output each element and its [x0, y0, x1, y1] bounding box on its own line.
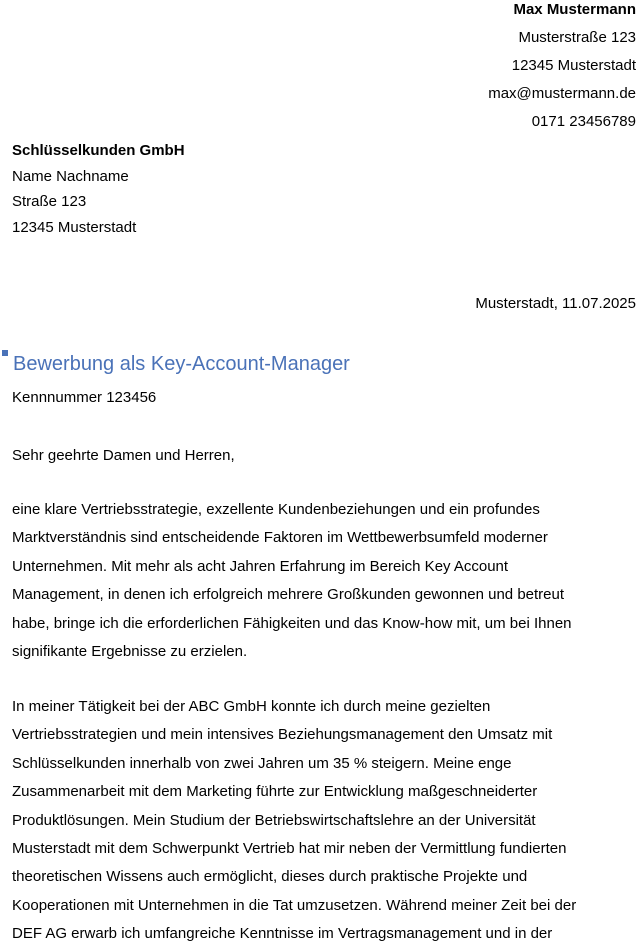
paragraph-line: Produktlösungen. Mein Studium der Betriebswirtschaftslehre an der Universität	[12, 811, 536, 829]
sender-name: Max Mustermann	[513, 1, 636, 18]
sender-address-block	[488, 0, 636, 140]
body-paragraph-1	[12, 496, 636, 666]
sender-street: Musterstraße 123	[518, 29, 636, 46]
heading-marker	[2, 350, 8, 356]
sender-email: max@mustermann.de	[488, 85, 636, 102]
recipient-city: 12345 Musterstadt	[12, 218, 137, 236]
paragraph-line: Unternehmen. Mit mehr als acht Jahren Erfahrung im Bereich Key Account	[12, 557, 509, 575]
letter-date: Musterstadt, 11.07.2025	[475, 295, 636, 312]
paragraph-line: habe, bringe ich die erforderlichen Fähigkeiten und das Know-how mit, um bei Ihnen	[12, 614, 572, 632]
paragraph-line: Zusammenarbeit mit dem Marketing führte zur Entwicklung maßgeschneiderter	[12, 783, 538, 801]
paragraph-line: Vertriebsstrategien und mein intensives Beziehungsmanagement den Umsatz mit	[12, 726, 553, 744]
body-paragraph-2	[12, 693, 636, 949]
paragraph-line: Musterstadt mit dem Schwerpunkt Vertrieb hat mir neben der Vermittlung fundierten	[12, 840, 567, 858]
recipient-address-block	[12, 141, 185, 243]
paragraph-line: Kooperationen mit Unternehmen in die Tat umzusetzen. Während meiner Zeit bei der	[12, 896, 577, 914]
paragraph-line: signifikante Ergebnisse zu erzielen.	[12, 643, 248, 661]
paragraph-line: eine klare Vertriebsstrategie, exzellente Kundenbeziehungen und ein profundes	[12, 501, 540, 518]
paragraph-line: theoretischen Wissens auch ermöglicht, dieses durch praktische Projekte und	[12, 868, 528, 886]
paragraph-line: Marktverständnis sind entscheidende Faktoren im Wettbewerbsumfeld moderner	[12, 529, 548, 547]
recipient-contact: Name Nachname	[12, 167, 129, 185]
letter-subject: Bewerbung als Key-Account-Manager	[13, 353, 350, 375]
sender-phone: 0171 23456789	[531, 113, 636, 130]
recipient-company: Schlüsselkunden GmbH	[12, 142, 185, 159]
paragraph-line: In meiner Tätigkeit bei der ABC GmbH konnte ich durch meine gezielten	[12, 698, 491, 715]
paragraph-line: Management, in denen ich erfolgreich mehrere Großkunden gewonnen und betreut	[12, 586, 565, 604]
sender-city: 12345 Musterstadt	[511, 57, 636, 74]
paragraph-line: DEF AG erwarb ich umfangreiche Kenntnisse im Vertragsmanagement und in der	[12, 925, 553, 943]
paragraph-line: Schlüsselkunden innerhalb von zwei Jahren um 35 % steigern. Meine enge	[12, 754, 512, 772]
reference-number: Kennnummer 123456	[12, 389, 157, 406]
salutation: Sehr geehrte Damen und Herren,	[12, 447, 235, 464]
recipient-street: Straße 123	[12, 193, 87, 210]
